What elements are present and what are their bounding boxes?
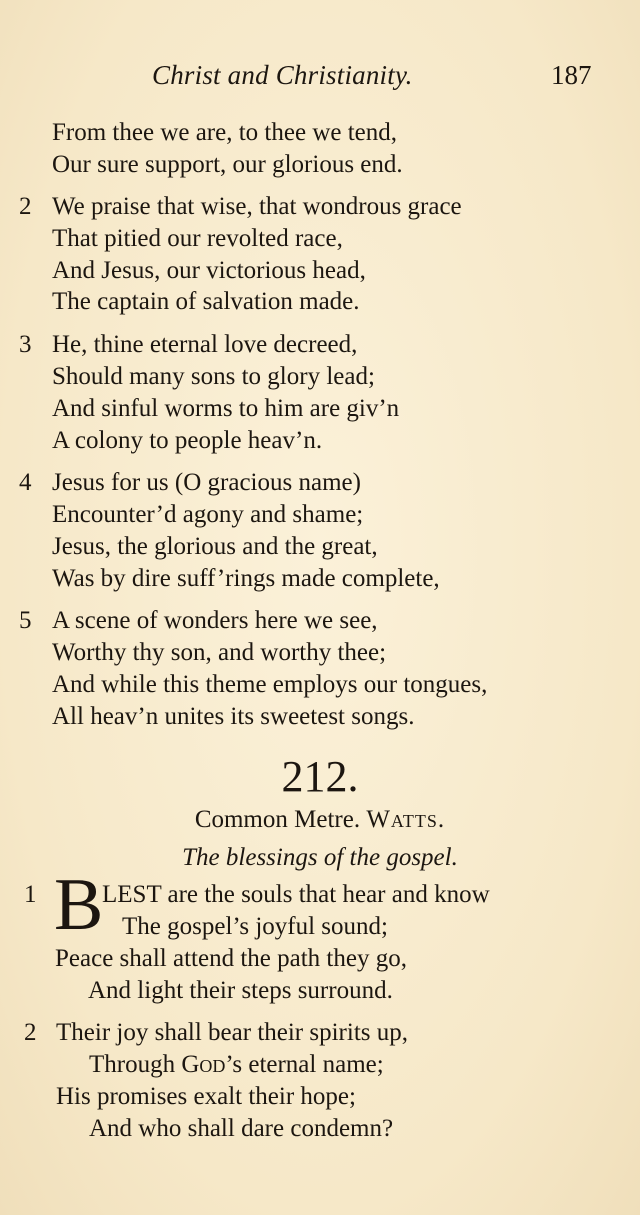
page-number: 187	[551, 60, 592, 90]
verse-line: And light their steps surround.	[88, 977, 393, 1004]
verse-line: Jesus for us (O gracious name)	[52, 469, 361, 496]
verse-line: And Jesus, our victorious head,	[52, 257, 366, 284]
verse-line: Peace shall attend the path they go,	[55, 945, 407, 972]
verse-line: We praise that wise, that wondrous grace	[52, 193, 462, 220]
page-header	[0, 60, 640, 100]
verse-line: Should many sons to glory lead;	[52, 363, 375, 390]
verse-text: Through	[89, 1051, 182, 1078]
verse-line: The gospel’s joyful sound;	[122, 913, 388, 940]
verse-line: A scene of wonders here we see,	[52, 607, 378, 634]
stanza-number: 3	[19, 331, 32, 358]
verse-line: That pitied our revolted race,	[52, 225, 343, 252]
verse-line: From thee we are, to thee we tend,	[52, 119, 398, 146]
hymn-meter	[0, 804, 640, 836]
meter-label: Common Metre.	[194, 806, 361, 833]
verse-line: Was by dire suff’rings made complete,	[52, 565, 440, 592]
verse-line: His promises exalt their hope;	[56, 1083, 356, 1110]
verse-line: Their joy shall bear their spirits up,	[56, 1019, 409, 1046]
verse-line: Worthy thy son, and worthy thee;	[52, 639, 387, 666]
verse-line: Jesus, the glorious and the great,	[52, 533, 378, 560]
hymn-number: 212.	[281, 752, 359, 801]
verse-line: Our sure support, our glorious end.	[52, 151, 403, 178]
verse-line: And while this theme employs our tongues,	[52, 671, 488, 698]
verse-line: And who shall dare condemn?	[89, 1115, 394, 1142]
stanza-number: 5	[19, 607, 32, 634]
verse-text: ’s eternal name;	[225, 1051, 384, 1078]
verse-line: He, thine eternal love decreed,	[52, 331, 358, 358]
hymn-author: Watts.	[366, 806, 446, 833]
verse-line: The captain of salvation made.	[52, 288, 360, 315]
verse-line: Encounter’d agony and shame;	[52, 501, 364, 528]
verse-line	[89, 1049, 384, 1081]
stanza-number: 1	[24, 881, 37, 908]
hymn-title: The blessings of the gospel.	[182, 844, 458, 871]
stanza-number: 2	[24, 1019, 37, 1046]
divine-name: God	[181, 1051, 226, 1078]
stanza-number: 4	[19, 469, 32, 496]
verse-line: LEST are the souls that hear and know	[102, 881, 490, 908]
stanza-number: 2	[19, 193, 32, 220]
drop-cap: B	[54, 864, 104, 946]
verse-line: A colony to people heav’n.	[52, 427, 323, 454]
running-title: Christ and Christianity.	[152, 60, 413, 90]
verse-line: And sinful worms to him are giv’n	[52, 395, 400, 422]
verse-line: All heav’n unites its sweetest songs.	[52, 703, 415, 730]
